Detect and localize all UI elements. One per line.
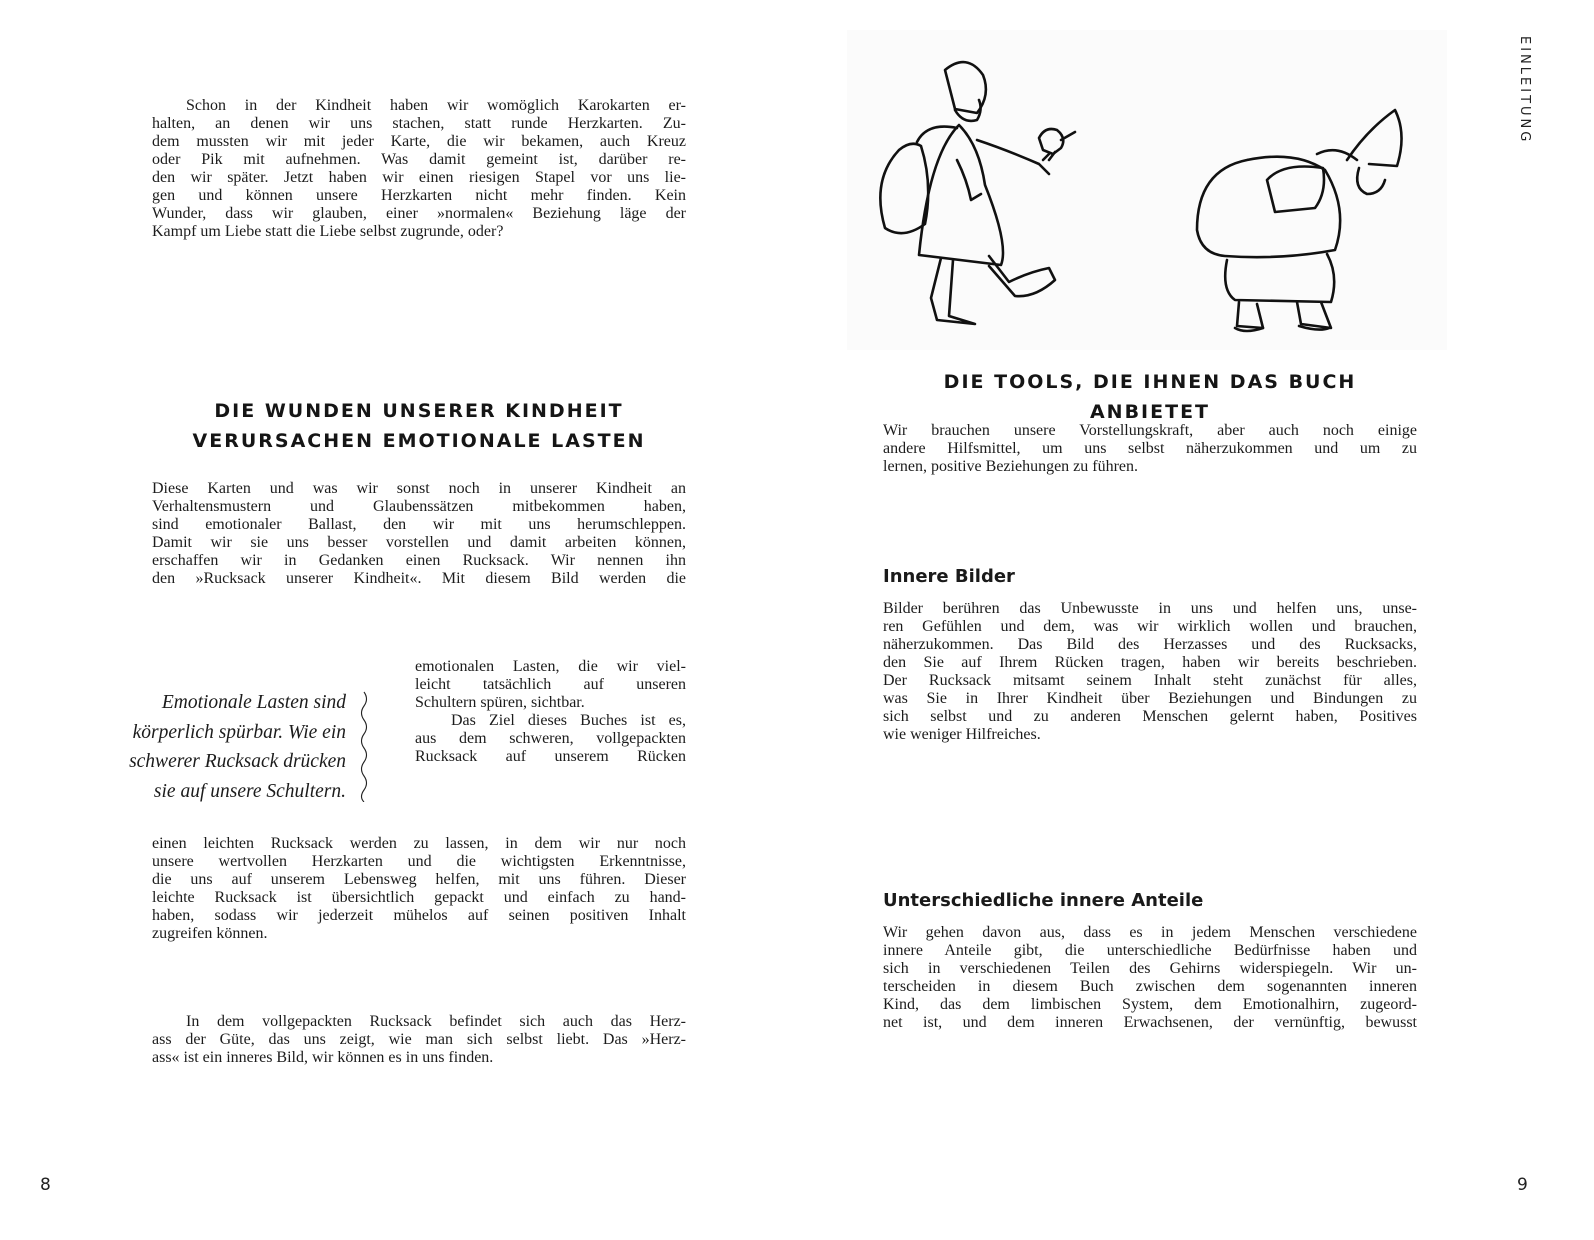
innere-anteile-paragraph [883, 924, 1417, 1032]
text-line: Schon in der Kindheit haben wir womöglich Karokarten er- [186, 97, 686, 114]
body-paragraph-continued [152, 835, 686, 943]
backpack-figures-illustration [847, 30, 1447, 350]
section-heading [152, 396, 686, 456]
subheading-innere-bilder: Innere Bilder [883, 566, 1015, 587]
text-line: erschaffen wir in Gedanken einen Rucksack. Wir nennen ihn [152, 552, 686, 569]
text-line: sich selbst und zu anderen Menschen gelernt haben, Positives [883, 708, 1417, 725]
text-line: den wir später. Jetzt haben wir einen riesigen Stapel vor uns lie- [152, 169, 686, 186]
text-line: sind emotionaler Ballast, den wir mit uns herumschleppen. [152, 516, 686, 533]
text-line: dem mussten wir mit jeder Karte, die wir bekamen, auch Kreuz [152, 133, 686, 150]
text-line: aus dem schweren, vollgepackten [415, 730, 686, 747]
text-line: die uns auf unserem Lebensweg helfen, mit uns führen. Dieser [152, 871, 686, 888]
text-line: Kind, das dem limbischen System, dem Emotionalhirn, zugeord- [883, 996, 1417, 1013]
figure-one-backpack-icon [880, 144, 928, 233]
text-line: leichte Rucksack ist übersichtlich gepackt und einfach zu hand- [152, 889, 686, 906]
body-paragraph [152, 480, 686, 588]
text-line: Wunder, dass wir glauben, einer »normalen« Beziehung läge der [152, 205, 686, 222]
text-line: ass der Güte, das uns zeigt, wie man sich selbst liebt. Das »Herz- [152, 1031, 686, 1048]
narrow-column [415, 658, 686, 766]
wavy-divider-icon [357, 690, 371, 802]
text-line: Diese Karten und was wir sonst noch in unserer Kindheit an [152, 480, 686, 497]
text-line: net ist, und dem inneren Erwachsenen, der vernünftig, bewusst [883, 1014, 1417, 1031]
text-line: Wir gehen davon aus, dass es in jedem Menschen verschiedene [883, 924, 1417, 941]
text-line: Damit wir sie uns besser vorstellen und damit arbeiten können, [152, 534, 686, 551]
pull-quote [110, 688, 346, 806]
intro-paragraph [152, 97, 686, 241]
text-line: Das Ziel dieses Buches ist es, [451, 712, 686, 729]
text-line: ren Gefühlen und dem, was wir wirklich wollen und brauchen, [883, 618, 1417, 635]
final-paragraph [152, 1013, 686, 1067]
text-line: den »Rucksack unserer Kindheit«. Mit diesem Bild werden die [152, 570, 686, 587]
figure-two-legs-icon [1237, 302, 1331, 328]
heading-line: DIE WUNDEN UNSERER KINDHEIT [214, 400, 624, 422]
text-line: sich in verschiedenen Teilen des Gehirns widerspiegeln. Wir un- [883, 960, 1417, 977]
text-line: den Sie auf Ihrem Rücken tragen, haben wir bereits beschrieben. [883, 654, 1417, 671]
text-line: ass« ist ein inneres Bild, wir können es in uns finden. [152, 1049, 494, 1066]
quote-line: Emotionale Lasten sind [161, 692, 346, 713]
innere-bilder-paragraph [883, 600, 1417, 744]
text-line: halten, an denen wir uns stachen, statt runde Herzkarten. Zu- [152, 115, 686, 132]
heading-line: VERURSACHEN EMOTIONALE LASTEN [192, 430, 646, 452]
text-line: Verhaltensmustern und Glaubenssätzen mitbekommen haben, [152, 498, 686, 515]
text-line: leicht tatsächlich auf unseren [415, 676, 686, 693]
text-line: lernen, positive Beziehungen zu führen. [883, 458, 1139, 475]
quote-line: sie auf unsere Schultern. [153, 780, 346, 802]
section-heading [883, 367, 1417, 427]
figure-two-body-icon [1225, 254, 1334, 302]
figure-two-backpack-icon [1197, 157, 1340, 257]
text-line: gen und können unsere Herzkarten nicht mehr finden. Kein [152, 187, 686, 204]
text-line: andere Hilfsmittel, um uns selbst näherzukommen und um zu [883, 440, 1417, 457]
quote-line: körperlich spürbar. Wie ein [132, 721, 346, 743]
text-line: terscheiden in diesem Buch zwischen dem sogenannten inneren [883, 978, 1417, 995]
text-line: zugreifen können. [152, 925, 268, 942]
text-line: innere Anteile gibt, die unterschiedliche Bedürfnisse haben und [883, 942, 1417, 959]
text-line: Schultern spüren, sichtbar. [415, 694, 585, 711]
text-line: näherzukommen. Das Bild des Herzasses und des Rucksacks, [883, 636, 1417, 653]
text-line: emotionalen Lasten, die wir viel- [415, 658, 686, 675]
heading-line: DIE TOOLS, DIE IHNEN DAS BUCH ANBIETET [943, 371, 1357, 423]
illustration [847, 30, 1447, 350]
quote-line: schwerer Rucksack drücken [129, 751, 346, 773]
right-page [797, 0, 1594, 1240]
text-line: einen leichten Rucksack werden zu lassen, in dem wir nur noch [152, 835, 686, 852]
page-number: 8 [40, 1175, 51, 1195]
text-line: Rucksack auf unserem Rücken [415, 748, 686, 765]
text-line: Kampf um Liebe statt die Liebe selbst zugrunde, oder? [152, 223, 504, 240]
figure-two-face-icon [1357, 168, 1385, 194]
text-line: haben, sodass wir jederzeit mühelos auf seinen positiven Inhalt [152, 907, 686, 924]
subheading-innere-anteile: Unterschiedliche innere Anteile [883, 890, 1204, 911]
page-number: 9 [1517, 1175, 1528, 1195]
text-line: Wir brauchen unsere Vorstellungskraft, aber auch noch einige [883, 422, 1417, 439]
text-line: Der Rucksack mitsamt seinem Inhalt steht zunächst für alles, [883, 672, 1417, 689]
text-line: In dem vollgepackten Rucksack befindet sich auch das Herz- [186, 1013, 686, 1030]
text-line: wie weniger Hilfreiches. [883, 726, 1041, 743]
text-line: unsere wertvollen Herzkarten und die wichtigsten Erkenntnisse, [152, 853, 686, 870]
figure-one-legs-icon [931, 258, 975, 324]
text-line: was Sie in Ihrer Kindheit über Beziehungen und Bindungen zu [883, 690, 1417, 707]
text-line: oder Pik mit aufnehmen. Was damit gemeint ist, darüber re- [152, 151, 686, 168]
tools-paragraph [883, 422, 1417, 476]
text-line: Bilder berühren das Unbewusste in uns und helfen uns, unse- [883, 600, 1417, 617]
bird-icon [1039, 129, 1075, 154]
running-header: EINLEITUNG [1517, 36, 1532, 145]
